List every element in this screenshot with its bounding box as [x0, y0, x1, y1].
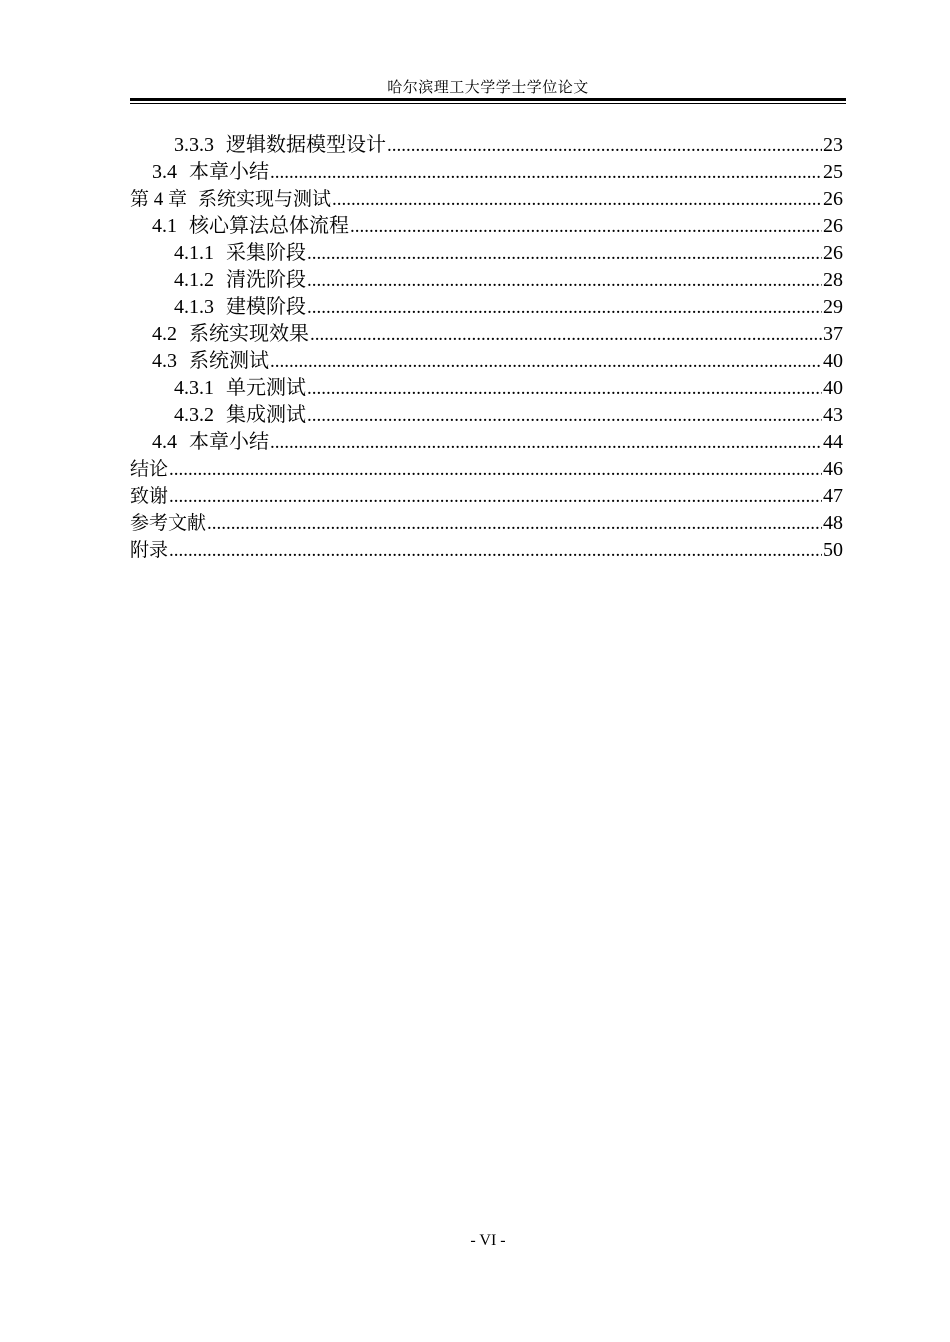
toc-entry-title: 附录 — [130, 539, 169, 561]
toc-entry — [130, 240, 843, 267]
toc-entry-number: 3.3.3 — [174, 134, 214, 156]
toc-entry-page: 37 — [823, 323, 843, 345]
toc-entry — [130, 483, 843, 510]
header-rule-thin — [130, 103, 846, 104]
table-of-contents — [130, 132, 843, 564]
toc-entry — [130, 159, 843, 186]
toc-entry-label — [130, 510, 206, 537]
toc-entry-label — [174, 375, 306, 402]
toc-entry-label — [130, 456, 168, 483]
toc-entry-page: 28 — [823, 269, 843, 291]
toc-entry-page: 47 — [823, 485, 843, 507]
toc-entry — [130, 510, 843, 537]
toc-dot-leader — [307, 375, 822, 402]
toc-entry-label — [174, 267, 306, 294]
toc-dot-leader — [310, 321, 822, 348]
toc-dot-leader — [307, 240, 822, 267]
toc-entry-page: 48 — [823, 512, 843, 534]
toc-entry-title: 参考文献 — [130, 512, 207, 534]
toc-dot-leader — [270, 429, 822, 456]
toc-entry-title: 本章小结 — [189, 431, 269, 453]
toc-dot-leader — [270, 348, 822, 375]
toc-entry-number: 4.4 — [152, 431, 177, 453]
toc-entry-title: 清洗阶段 — [226, 269, 306, 291]
toc-entry-label — [174, 132, 386, 159]
toc-entry-label — [152, 321, 309, 348]
toc-entry-title: 采集阶段 — [226, 242, 306, 264]
toc-entry-number: 4.3.2 — [174, 404, 214, 426]
toc-entry-title: 致谢 — [130, 485, 169, 507]
toc-dot-leader — [207, 510, 822, 537]
toc-entry-title: 建模阶段 — [226, 296, 306, 318]
toc-dot-leader — [332, 186, 822, 213]
toc-entry-label — [152, 159, 269, 186]
toc-dot-leader — [169, 537, 822, 564]
toc-entry — [130, 537, 843, 564]
toc-dot-leader — [169, 456, 822, 483]
toc-dot-leader — [307, 294, 822, 321]
toc-entry — [130, 456, 843, 483]
toc-entry-number: 4.1.2 — [174, 269, 214, 291]
toc-entry-title: 集成测试 — [226, 404, 306, 426]
toc-entry-title: 系统测试 — [189, 350, 269, 372]
toc-dot-leader — [169, 483, 822, 510]
toc-entry-page: 26 — [823, 188, 843, 210]
toc-entry-title: 核心算法总体流程 — [189, 215, 349, 237]
toc-entry-page: 25 — [823, 161, 843, 183]
toc-dot-leader — [307, 402, 822, 429]
toc-entry — [130, 321, 843, 348]
toc-entry-page: 50 — [823, 539, 843, 561]
toc-entry-label — [174, 402, 306, 429]
toc-entry-label — [152, 429, 269, 456]
toc-entry-page: 29 — [823, 296, 843, 318]
toc-entry — [130, 267, 843, 294]
header-rule-thick — [130, 98, 846, 101]
toc-entry-label — [174, 240, 306, 267]
toc-entry-title: 系统实现与测试 — [198, 188, 332, 210]
toc-entry-page: 23 — [823, 134, 843, 156]
toc-entry — [130, 213, 843, 240]
toc-entry-number: 4.1.1 — [174, 242, 214, 264]
toc-entry-number: 3.4 — [152, 161, 177, 183]
toc-entry-title: 系统实现效果 — [189, 323, 309, 345]
toc-entry — [130, 375, 843, 402]
toc-entry — [130, 429, 843, 456]
toc-entry — [130, 402, 843, 429]
toc-entry — [130, 294, 843, 321]
toc-entry-label — [152, 348, 269, 375]
toc-entry-number: 第 4 章 — [130, 189, 188, 210]
toc-entry-page: 46 — [823, 458, 843, 480]
toc-entry — [130, 348, 843, 375]
toc-entry-label — [174, 294, 306, 321]
toc-entry-title: 本章小结 — [189, 161, 269, 183]
toc-entry-label — [152, 213, 349, 240]
toc-dot-leader — [307, 267, 822, 294]
toc-entry-page: 26 — [823, 215, 843, 237]
toc-entry-number: 4.3 — [152, 350, 177, 372]
toc-entry-title: 逻辑数据模型设计 — [226, 134, 386, 156]
page-number: - VI - — [470, 1232, 506, 1249]
toc-entry-label — [130, 483, 168, 510]
toc-entry-number: 4.1.3 — [174, 296, 214, 318]
toc-entry-title: 单元测试 — [226, 377, 306, 399]
toc-dot-leader — [270, 159, 822, 186]
toc-entry — [130, 186, 843, 213]
toc-entry-title: 结论 — [130, 458, 169, 480]
toc-entry — [130, 132, 843, 159]
toc-entry-label — [130, 186, 331, 213]
toc-entry-page: 43 — [823, 404, 843, 426]
running-header: 哈尔滨理工大学学士学位论文 — [387, 80, 589, 96]
toc-entry-page: 44 — [823, 431, 843, 453]
toc-entry-page: 40 — [823, 350, 843, 372]
toc-dot-leader — [387, 132, 822, 159]
toc-entry-page: 40 — [823, 377, 843, 399]
toc-entry-number: 4.1 — [152, 215, 177, 237]
toc-entry-page: 26 — [823, 242, 843, 264]
toc-dot-leader — [350, 213, 822, 240]
toc-entry-number: 4.3.1 — [174, 377, 214, 399]
toc-entry-label — [130, 537, 168, 564]
toc-entry-number: 4.2 — [152, 323, 177, 345]
